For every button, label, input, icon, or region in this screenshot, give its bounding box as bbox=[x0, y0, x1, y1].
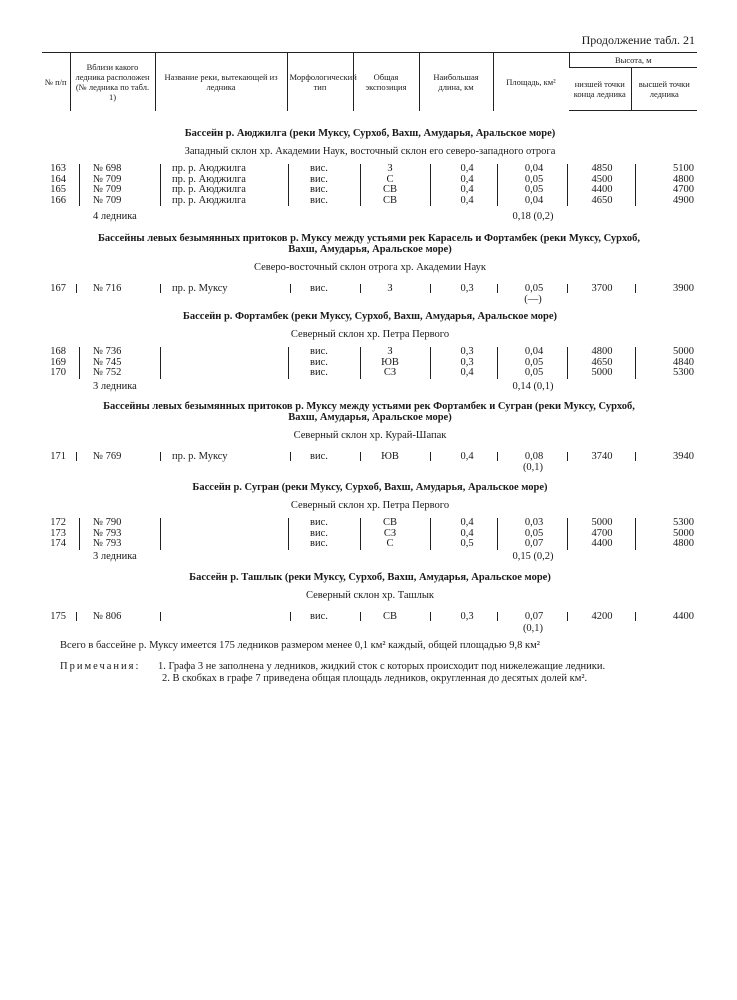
row-river: пр. р. Муксу bbox=[172, 283, 228, 294]
row-exposure: С bbox=[386, 173, 394, 185]
notes-label: Примечания: bbox=[60, 661, 141, 672]
column-separator bbox=[160, 347, 161, 379]
row-exposure: ЮВ bbox=[381, 451, 399, 462]
summary-area: (—) bbox=[524, 294, 542, 305]
column-separator bbox=[497, 284, 498, 293]
row-low-height: 4700 bbox=[591, 527, 613, 539]
row-near-glacier: № 709 bbox=[93, 173, 122, 185]
summary-area: (0,1) bbox=[522, 462, 544, 473]
column-separator bbox=[360, 164, 361, 206]
column-separator bbox=[290, 284, 291, 293]
column-separator bbox=[430, 284, 431, 293]
row-high-height: 4400 bbox=[673, 611, 694, 622]
row-area: 0,03 bbox=[524, 517, 544, 528]
row-low-height: 5000 bbox=[591, 517, 613, 528]
row-high-height: 5300 bbox=[673, 367, 694, 378]
row-length: 0,4 bbox=[460, 194, 474, 206]
row-morph-type: вис. bbox=[310, 527, 328, 539]
column-separator bbox=[567, 164, 568, 206]
row-low-height: 3740 bbox=[591, 451, 613, 462]
row-exposure: СВ bbox=[382, 184, 397, 195]
summary-area: 0,15 (0,2) bbox=[512, 551, 554, 562]
header-col-low: низшей точки конца ледника bbox=[569, 68, 631, 111]
row-area: 0,05 bbox=[524, 173, 544, 185]
row-number: 173 bbox=[50, 527, 66, 539]
row-morph-type: вис. bbox=[310, 346, 328, 357]
row-near-glacier: № 793 bbox=[93, 538, 122, 549]
row-number: 171 bbox=[50, 451, 66, 462]
header-height-group: Высота, м bbox=[569, 53, 697, 68]
column-separator bbox=[567, 284, 568, 293]
row-exposure: СВ bbox=[382, 517, 397, 528]
table-header bbox=[42, 52, 697, 111]
row-low-height: 4200 bbox=[591, 611, 613, 622]
row-number: 172 bbox=[50, 517, 66, 528]
column-separator bbox=[497, 347, 498, 379]
row-number: 174 bbox=[50, 538, 66, 549]
column-separator bbox=[635, 452, 636, 461]
row-morph-type: вис. bbox=[310, 184, 328, 195]
row-river: пр. р. Аюджилга bbox=[172, 173, 246, 185]
slope-subtitle: Западный склон хр. Академии Наук, восточный склон его северо-западного отрога bbox=[184, 146, 556, 157]
row-high-height: 5000 bbox=[673, 346, 694, 357]
row-morph-type: вис. bbox=[310, 173, 328, 185]
basin-title-line1: Бассейны левых безымянных притоков р. Муксу между устьями рек Карасель и Фортамбек (реки Муксу, Сурхоб, bbox=[97, 233, 640, 244]
row-length: 0,4 bbox=[460, 173, 474, 185]
row-exposure: ЮВ bbox=[381, 356, 399, 368]
column-separator bbox=[360, 612, 361, 621]
row-high-height: 5000 bbox=[673, 527, 694, 539]
row-number: 167 bbox=[50, 283, 66, 294]
row-morph-type: вис. bbox=[310, 283, 328, 294]
row-number: 165 bbox=[50, 184, 66, 195]
row-morph-type: вис. bbox=[310, 517, 328, 528]
row-river: пр. р. Аюджилга bbox=[172, 184, 246, 195]
header-col-river: Название реки, вытекающей из ледника bbox=[155, 53, 287, 111]
row-area: 0,04 bbox=[524, 194, 544, 206]
column-separator bbox=[360, 518, 361, 550]
column-separator bbox=[635, 347, 636, 379]
column-separator bbox=[288, 347, 289, 379]
summary-area: 0,18 (0,2) bbox=[512, 211, 554, 222]
row-number: 169 bbox=[50, 356, 66, 368]
column-separator bbox=[160, 284, 161, 293]
header-col-high: высшей точки ледника bbox=[631, 68, 697, 111]
row-length: 0,4 bbox=[460, 517, 474, 528]
column-separator bbox=[567, 452, 568, 461]
row-length: 0,4 bbox=[460, 527, 474, 539]
row-length: 0,3 bbox=[460, 346, 474, 357]
basin-title: Бассейн р. Ташлык (реки Муксу, Сурхоб, Вахш, Амударья, Аральское море) bbox=[189, 572, 551, 583]
column-separator bbox=[79, 347, 80, 379]
row-near-glacier: № 716 bbox=[93, 283, 122, 294]
row-area: 0,04 bbox=[524, 163, 544, 174]
row-near-glacier: № 790 bbox=[93, 517, 122, 528]
row-low-height: 4800 bbox=[591, 346, 613, 357]
column-separator bbox=[430, 612, 431, 621]
row-high-height: 5100 bbox=[673, 163, 694, 174]
row-high-height: 3940 bbox=[673, 451, 694, 462]
header-col-length: Наибольшая длина, км bbox=[419, 53, 493, 111]
column-separator bbox=[76, 612, 77, 621]
row-area: 0,04 bbox=[524, 346, 544, 357]
row-length: 0,3 bbox=[460, 356, 474, 368]
row-low-height: 4400 bbox=[591, 538, 613, 549]
column-separator bbox=[430, 518, 431, 550]
header-col-near: Вблизи какого ледника расположен (№ ледника по табл. 1) bbox=[70, 53, 155, 111]
basin-title: Бассейн р. Аюджилга (реки Муксу, Сурхоб, Вахш, Амударья, Аральское море) bbox=[184, 128, 556, 139]
summary-glacier-count: 3 ледника bbox=[93, 381, 137, 392]
row-high-height: 4800 bbox=[673, 538, 694, 549]
column-separator bbox=[497, 452, 498, 461]
row-high-height: 3900 bbox=[673, 283, 694, 294]
row-exposure: З bbox=[387, 283, 393, 294]
column-separator bbox=[79, 518, 80, 550]
row-near-glacier: № 793 bbox=[93, 527, 122, 539]
row-low-height: 3700 bbox=[591, 283, 613, 294]
column-separator bbox=[160, 452, 161, 461]
summary-glacier-count: 4 ледника bbox=[93, 211, 137, 222]
row-length: 0,5 bbox=[460, 538, 474, 549]
row-exposure: СВ bbox=[382, 611, 397, 622]
column-separator bbox=[288, 518, 289, 550]
row-exposure: С bbox=[386, 538, 394, 549]
row-near-glacier: № 769 bbox=[93, 451, 122, 462]
row-length: 0,3 bbox=[460, 283, 474, 294]
row-area: 0,05 bbox=[524, 283, 544, 294]
basin-title-line2: Вахш, Амударья, Аральское море) bbox=[288, 412, 452, 423]
continuation-label: Продолжение табл. 21 bbox=[581, 33, 695, 47]
column-separator bbox=[567, 612, 568, 621]
row-near-glacier: № 736 bbox=[93, 346, 122, 357]
summary-area: 0,14 (0,1) bbox=[512, 381, 554, 392]
column-separator bbox=[567, 347, 568, 379]
basin-title-line1: Бассейны левых безымянных притоков р. Муксу между устьями рек Фортамбек и Сугран (реки Муксу, Сурхоб, bbox=[103, 401, 635, 412]
row-high-height: 4900 bbox=[673, 194, 694, 206]
slope-subtitle: Северный склон хр. Ташлык bbox=[305, 590, 435, 601]
column-separator bbox=[290, 452, 291, 461]
basin-title-line2: Вахш, Амударья, Аральское море) bbox=[288, 244, 452, 255]
column-separator bbox=[360, 284, 361, 293]
row-length: 0,4 bbox=[460, 451, 474, 462]
header-col-num: № п/п bbox=[42, 53, 70, 111]
row-near-glacier: № 745 bbox=[93, 356, 122, 368]
row-area: 0,07 bbox=[524, 611, 544, 622]
row-number: 166 bbox=[50, 194, 66, 206]
row-length: 0,4 bbox=[460, 184, 474, 195]
row-morph-type: вис. bbox=[310, 367, 328, 378]
row-morph-type: вис. bbox=[310, 451, 328, 462]
header-col-type: Морфологический тип bbox=[287, 53, 353, 111]
slope-subtitle: Северный склон хр. Петра Первого bbox=[290, 329, 450, 340]
row-high-height: 4840 bbox=[673, 356, 694, 368]
row-exposure: СЗ bbox=[383, 367, 397, 378]
column-separator bbox=[360, 347, 361, 379]
slope-subtitle: Северо-восточный склон отрога хр. Академии Наук bbox=[254, 262, 486, 273]
row-high-height: 4700 bbox=[673, 184, 694, 195]
row-near-glacier: № 709 bbox=[93, 184, 122, 195]
row-river: пр. р. Аюджилга bbox=[172, 194, 246, 206]
row-river: пр. р. Аюджилга bbox=[172, 163, 246, 174]
row-near-glacier: № 752 bbox=[93, 367, 122, 378]
column-separator bbox=[635, 518, 636, 550]
column-separator bbox=[497, 518, 498, 550]
row-river: пр. р. Муксу bbox=[172, 451, 228, 462]
column-separator bbox=[635, 612, 636, 621]
note-1: 1. Графа 3 не заполнена у ледников, жидкий сток с которых происходит под нижележащие ледники. bbox=[158, 661, 606, 672]
slope-subtitle: Северный склон хр. Петра Первого bbox=[290, 500, 450, 511]
row-low-height: 5000 bbox=[591, 367, 613, 378]
row-low-height: 4500 bbox=[591, 173, 613, 185]
row-morph-type: вис. bbox=[310, 611, 328, 622]
header-col-area: Площадь, км² bbox=[493, 53, 569, 111]
column-separator bbox=[497, 612, 498, 621]
row-area: 0,05 bbox=[524, 356, 544, 368]
column-separator bbox=[76, 284, 77, 293]
row-high-height: 5300 bbox=[673, 517, 694, 528]
row-morph-type: вис. bbox=[310, 194, 328, 206]
column-separator bbox=[290, 612, 291, 621]
note-2: 2. В скобках в графе 7 приведена общая площадь ледников, округленная до десятых долей км². bbox=[162, 673, 588, 684]
column-separator bbox=[160, 164, 161, 206]
row-morph-type: вис. bbox=[310, 538, 328, 549]
column-separator bbox=[430, 347, 431, 379]
row-exposure: СЗ bbox=[383, 527, 397, 539]
row-low-height: 4400 bbox=[591, 184, 613, 195]
row-low-height: 4850 bbox=[591, 163, 613, 174]
column-separator bbox=[567, 518, 568, 550]
row-near-glacier: № 709 bbox=[93, 194, 122, 206]
total-line: Всего в бассейне р. Муксу имеется 175 ледников размером менее 0,1 км² каждый, общей площадью 9,8 км² bbox=[60, 640, 540, 651]
row-number: 170 bbox=[50, 367, 66, 378]
row-area: 0,05 bbox=[524, 184, 544, 195]
column-separator bbox=[635, 164, 636, 206]
row-exposure: СВ bbox=[382, 194, 397, 206]
column-separator bbox=[635, 284, 636, 293]
column-separator bbox=[160, 518, 161, 550]
row-number: 163 bbox=[50, 163, 66, 174]
column-separator bbox=[430, 452, 431, 461]
row-number: 164 bbox=[50, 173, 66, 185]
column-separator bbox=[76, 452, 77, 461]
row-length: 0,4 bbox=[460, 163, 474, 174]
row-morph-type: вис. bbox=[310, 163, 328, 174]
row-area: 0,05 bbox=[524, 527, 544, 539]
column-separator bbox=[288, 164, 289, 206]
row-area: 0,05 bbox=[524, 367, 544, 378]
summary-glacier-count: 3 ледника bbox=[93, 551, 137, 562]
row-length: 0,3 bbox=[460, 611, 474, 622]
header-col-exposure: Общая экспозиция bbox=[353, 53, 419, 111]
row-exposure: З bbox=[387, 346, 393, 357]
row-morph-type: вис. bbox=[310, 356, 328, 368]
row-exposure: З bbox=[387, 163, 393, 174]
row-number: 175 bbox=[50, 611, 66, 622]
row-high-height: 4800 bbox=[673, 173, 694, 185]
slope-subtitle: Северный склон хр. Курай-Шапак bbox=[293, 430, 447, 441]
row-number: 168 bbox=[50, 346, 66, 357]
row-area: 0,08 bbox=[524, 451, 544, 462]
row-area: 0,07 bbox=[524, 538, 544, 549]
row-near-glacier: № 698 bbox=[93, 163, 122, 174]
column-separator bbox=[497, 164, 498, 206]
summary-area: (0,1) bbox=[522, 623, 544, 634]
row-length: 0,4 bbox=[460, 367, 474, 378]
row-near-glacier: № 806 bbox=[93, 611, 122, 622]
column-separator bbox=[79, 164, 80, 206]
column-separator bbox=[360, 452, 361, 461]
row-low-height: 4650 bbox=[591, 356, 613, 368]
column-separator bbox=[430, 164, 431, 206]
basin-title: Бассейн р. Фортамбек (реки Муксу, Сурхоб, Вахш, Амударья, Аральское море) bbox=[182, 311, 558, 322]
basin-title: Бассейн р. Сугран (реки Муксу, Сурхоб, Вахш, Амударья, Аральское море) bbox=[192, 482, 548, 493]
row-low-height: 4650 bbox=[591, 194, 613, 206]
column-separator bbox=[160, 612, 161, 621]
